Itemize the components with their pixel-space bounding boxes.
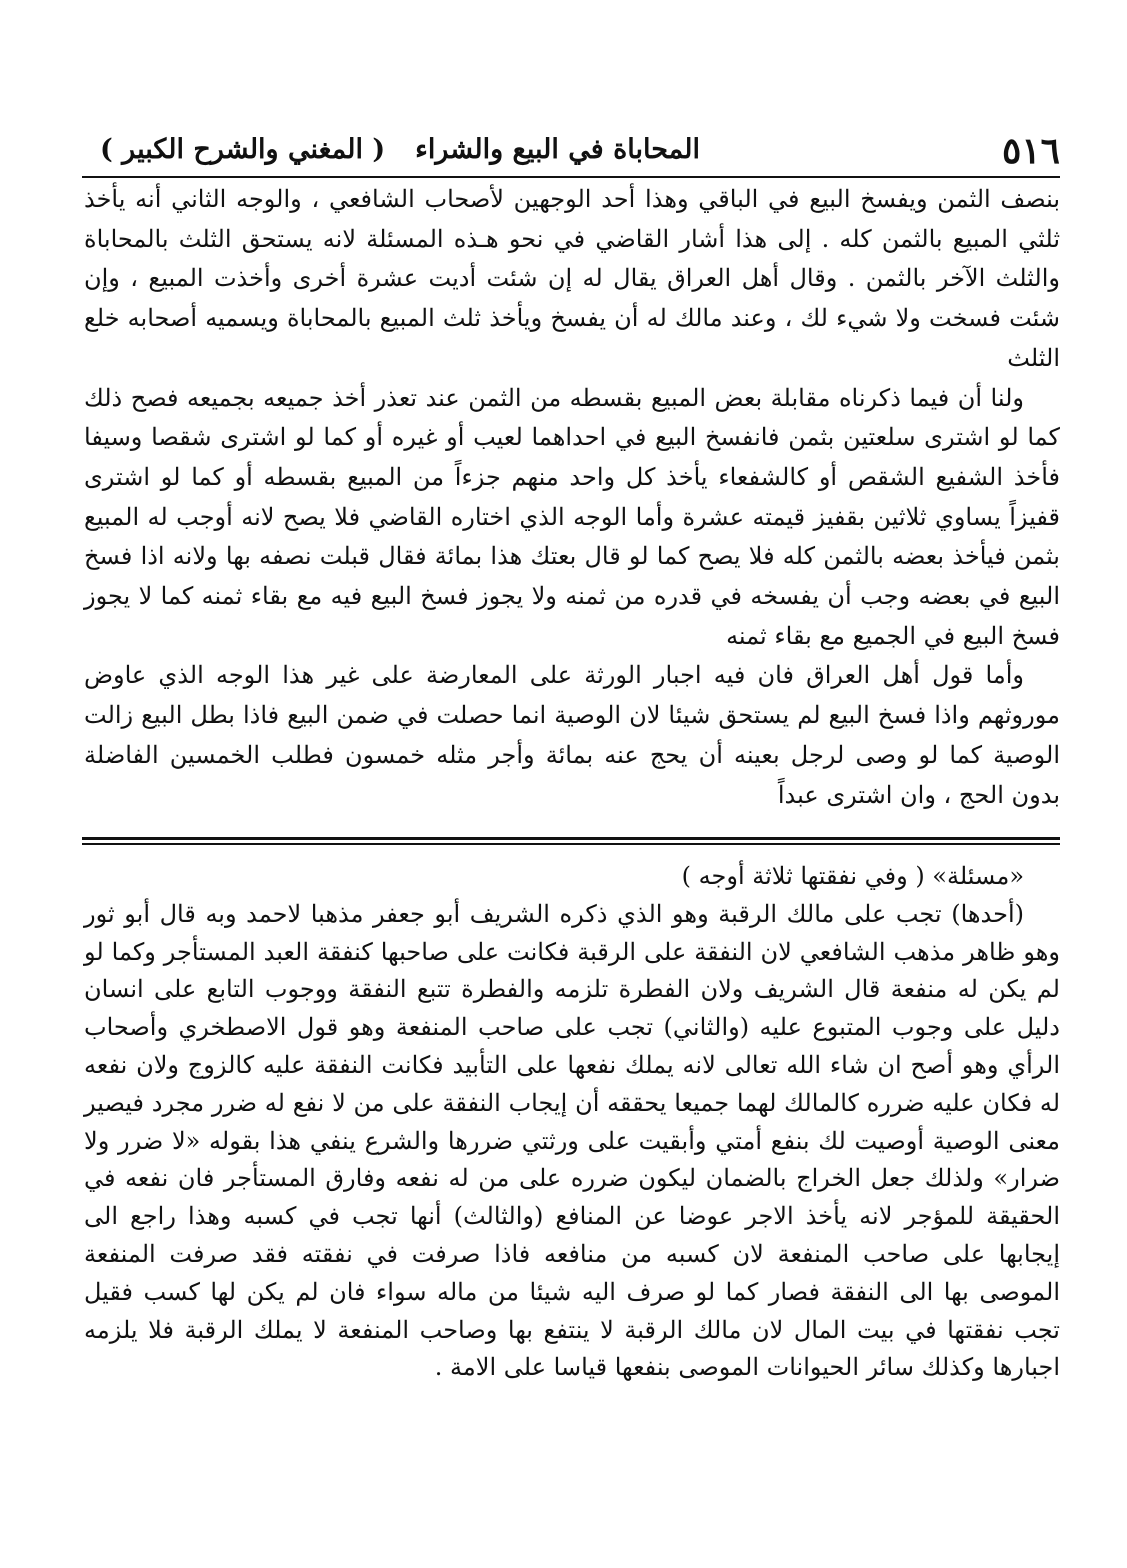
- paragraph: وأما قول أهل العراق فان فيه اجبار الورثة على المعارضة على غير هذا الوجه الذي عاوض موروثهم واذا فسخ البيع لم يستحق شيئا لان الوصية انما حصلت في ضمن البيع فاذا بطل البيع زالت الوصية كما لو وصى لرجل بعينه أن يحج عنه بمائة وأجر مثله خمسون فطلب الخمسين الفاضلة بدون الحج ، وان اشترى عبداً: [84, 661, 1061, 809]
- page-header: [80, 130, 1060, 176]
- section-divider-inner: [82, 843, 1060, 845]
- page-number: ٥١٦: [1001, 130, 1060, 172]
- book-title: ( المغني والشرح الكبير ): [100, 134, 386, 165]
- paragraph: (أحدها) تجب على مالك الرقبة وهو الذي ذكره الشريف أبو جعفر مذهبا لاحمد وبه قال أبو ثور وهو ظاهر مذهب الشافعي لان النفقة على الرقبة فكانت على صاحبها كنفقة العبد المستأجر وكما لو لم يكن له منفعة قال الشريف ولان الفطرة تلزمه والفطرة تتبع النفقة ووجوب التابع على انسان دليل على وجوب المتبوع عليه (والثاني) تجب على صاحب المنفعة وهو قول الاصطخري وأصحاب الرأي وهو أصح ان شاء الله تعالى لانه يملك نفعها على التأبيد فكانت النفقة عليه كالزوج ولان نفعه له فكان عليه ضرره كالمالك لهما جميعا يحققه أن إيجاب النفقة على من لا نفع له ضرر مجرد فيصير معنى الوصية أوصيت لك بنفع أمتي وأبقيت على ورثتي ضررها والشرع ينفي هذا بقوله «لا ضرر ولا ضرار» ولذلك جعل الخراج بالضمان ليكون ضرره على من له نفعه وفارق المستأجر فان نفعه في الحقيقة للمؤجر لانه يأخذ الاجر عوضا عن المنافع (والثالث) أنها تجب في كسبه وهذا راجع الى إيجابها على صاحب المنفعة لان كسبه من منافعه فاذا صرفت في نفقته فقد صرفت المنفعة الموصى بها الى النفقة فصار كما لو صرف اليه شيئا من ماله سواء فان لم يكن لها كسب فقيل تجب نفقتها في بيت المال لان مالك الرقبة لا ينتفع بها وصاحب المنفعة لا يملك الرقبة فلا يلزمه اجبارها وكذلك سائر الحيوانات الموصى بنفعها قياسا على الامة .: [84, 899, 1061, 1382]
- paragraph: ولنا أن فيما ذكرناه مقابلة بعض المبيع بقسطه من الثمن عند تعذر أخذ جميعه بجميعه فصح ذلك كما لو اشترى سلعتين بثمن فانفسخ البيع في احداهما لعيب أو غيره أو كما لو اشترى شقصا وسيفا فأخذ الشفيع الشقص أو كالشفعاء يأخذ كل واحد منهم جزءاً من المبيع بقسطه أو كما لو اشترى قفيزاً يساوي ثلاثين بقفيز قيمته عشرة وأما الوجه الذي اختاره القاضي فلا يصح لانه أوجب له المبيع بثمن فيأخذ بعضه بالثمن كله فلا يصح كما لو قال بعتك هذا بمائة فقال قبلت نصفه بها ولانه اذا فسخ البيع في بعضه وجب أن يفسخه في قدره من ثمنه ولا يجوز فسخ البيع فيه مع بقاء ثمنه كما لا يجوز فسخ البيع في الجميع مع بقاء ثمنه: [84, 383, 1060, 650]
- chapter-title: المحاباة في البيع والشراء: [415, 134, 700, 165]
- section-divider: [82, 837, 1060, 840]
- main-text: [84, 858, 1060, 1387]
- section-heading: «مسئلة» ( وفي نفقتها ثلاثة أوجه ): [681, 862, 1024, 890]
- header-rule: [82, 176, 1060, 178]
- paragraph: بنصف الثمن ويفسخ البيع في الباقي وهذا أحد الوجهين لأصحاب الشافعي ، والوجه الثاني أنه يأخذ ثلثي المبيع بالثمن كله . إلى هذا أشار القاضي في نحو هـذه المسئلة لانه يستحق الثلث بالمحاباة والثلث الآخر بالثمن . وقال أهل العراق يقال له إن شئت أديت عشرة أخرى وأخذت المبيع ، وإن شئت فسخت ولا شيء لك ، وعند مالك له أن يفسخ ويأخذ ثلث المبيع بالمحاباة ويسميه أصحابه خلع الثلث: [84, 185, 1060, 372]
- commentary-text: [84, 180, 1060, 815]
